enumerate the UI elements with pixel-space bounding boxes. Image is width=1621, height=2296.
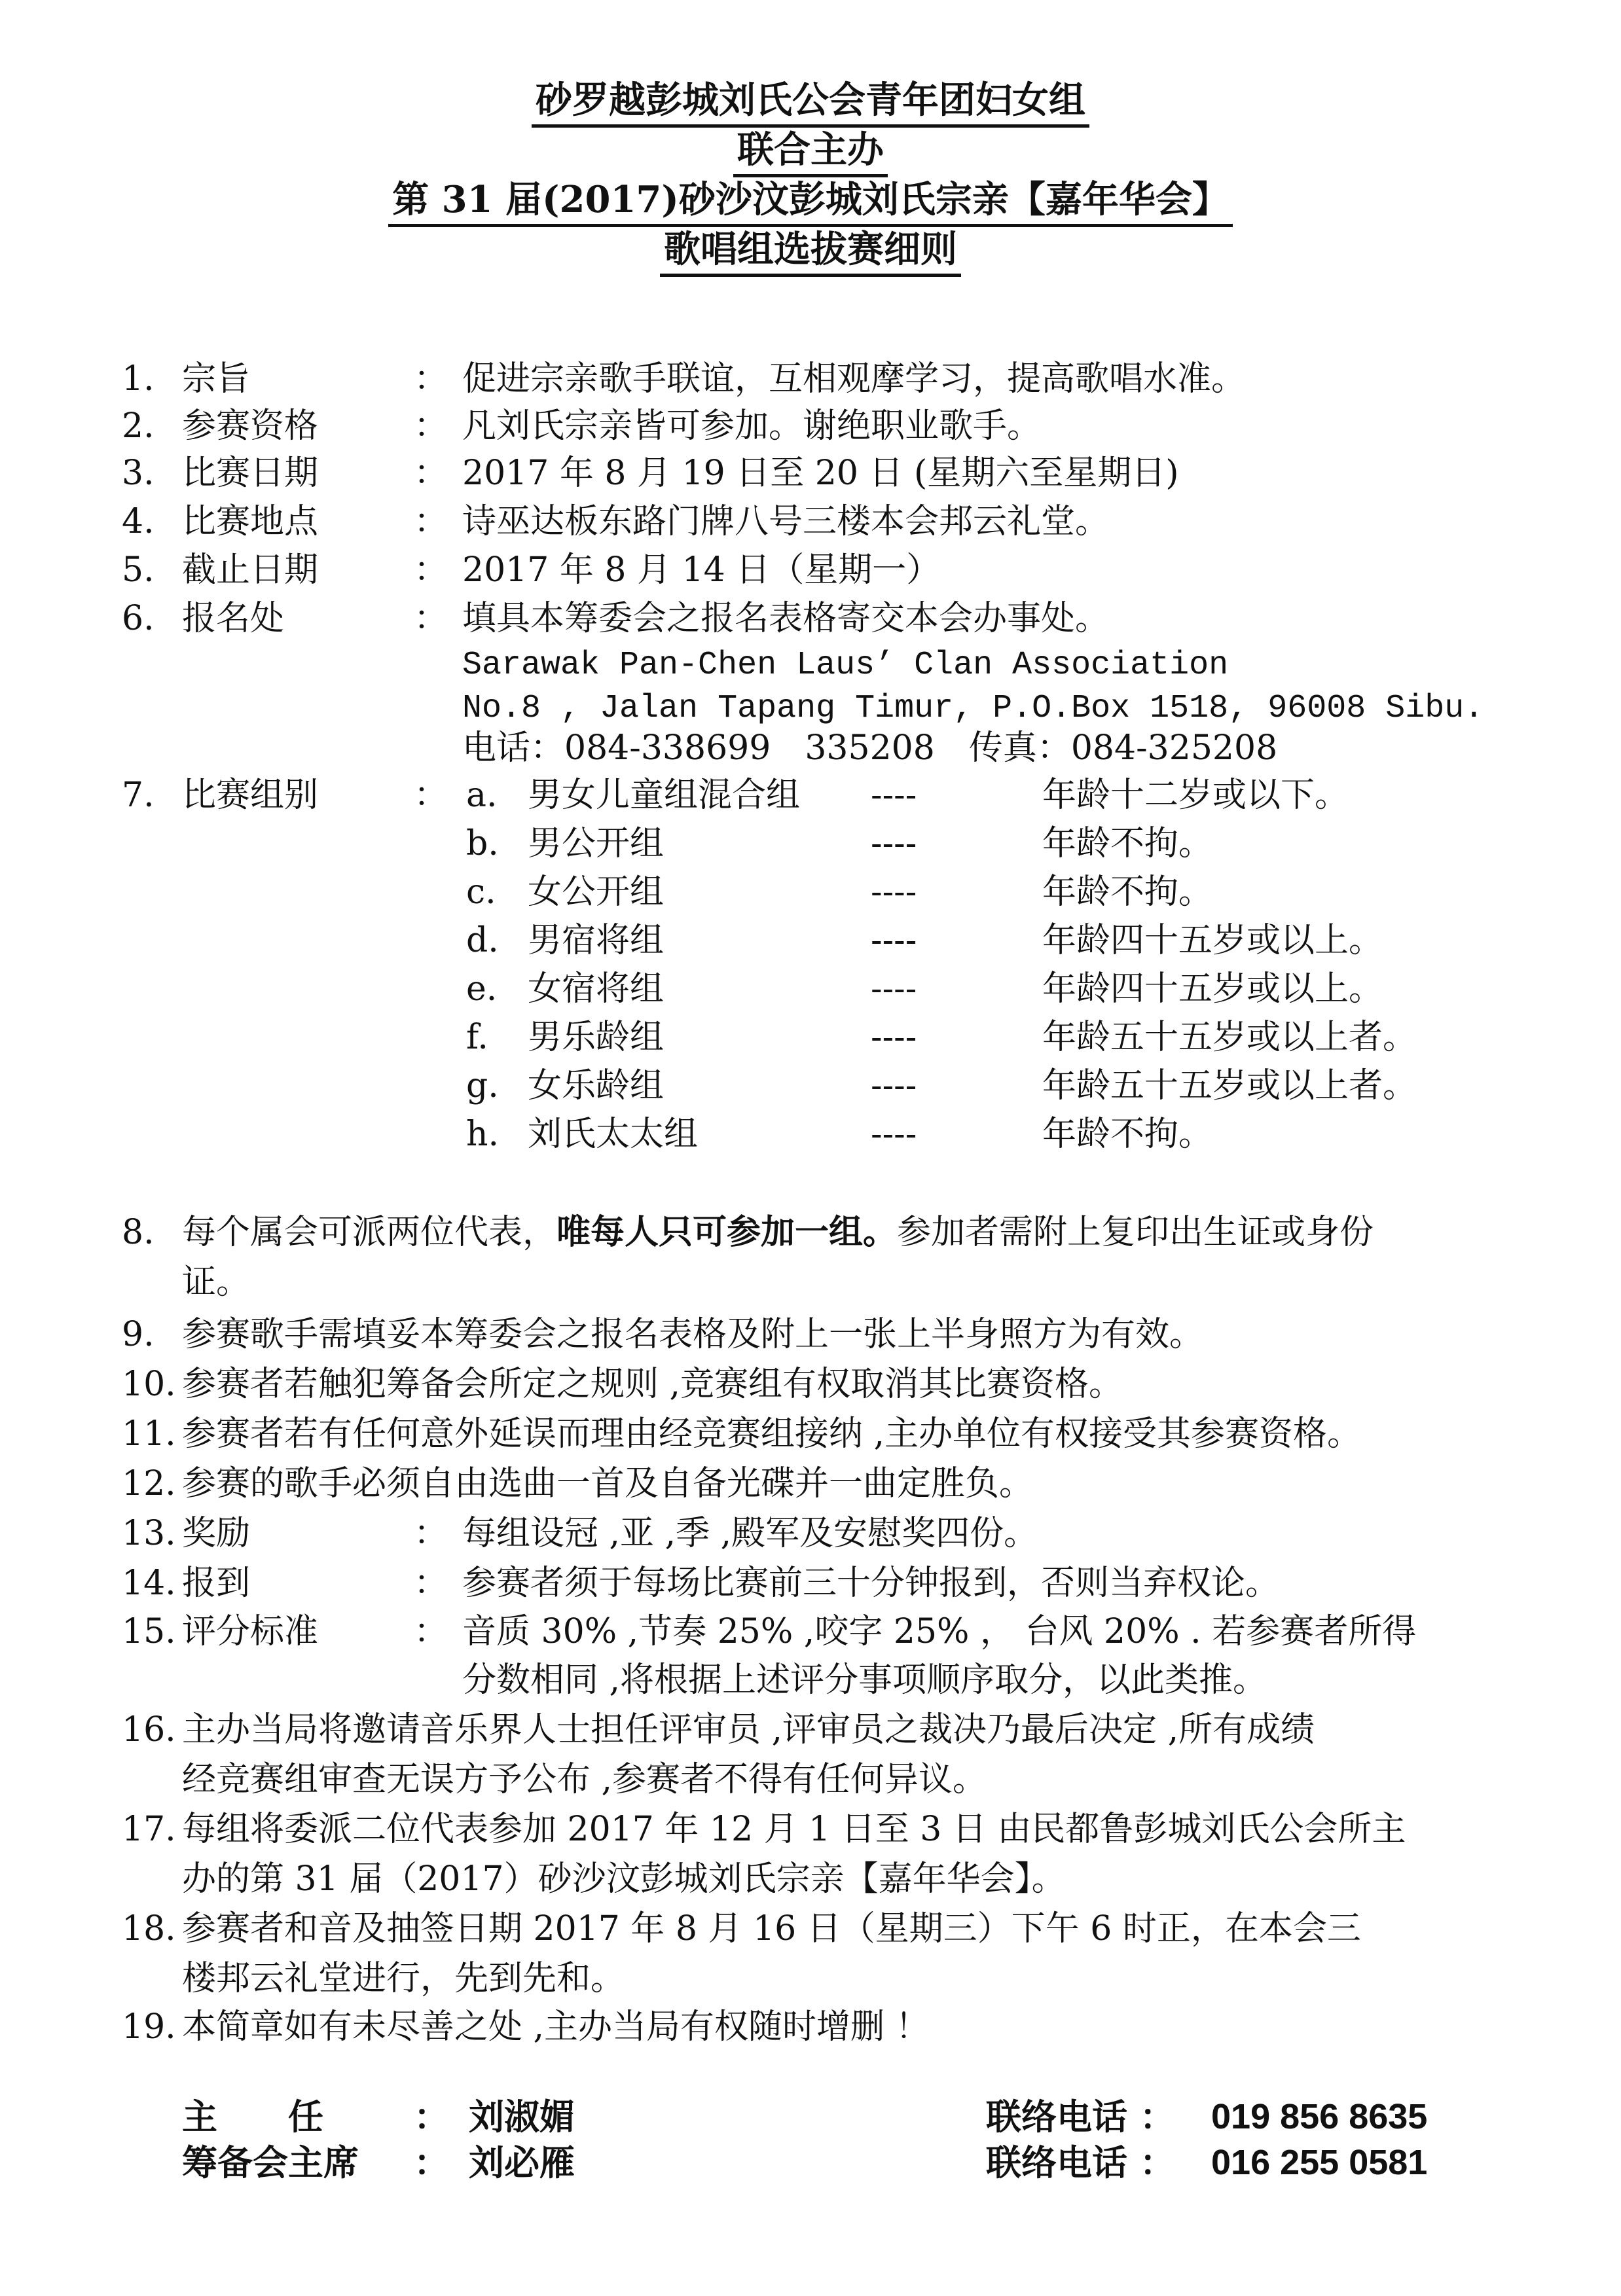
detail-label: 比赛组别 [182, 776, 319, 815]
item-number: 6. [122, 599, 155, 638]
title-joint-host: 联合主办 [733, 127, 888, 177]
signatory-name: 刘必雁 [469, 2142, 575, 2183]
category-name: 男乐龄组 [528, 1018, 665, 1057]
rule-text: 参赛歌手需填妥本筹委会之报名表格及附上一张上半身照方为有效。 [182, 1315, 1204, 1354]
detail-value: 填具本筹委会之报名表格寄交本会办事处。 [462, 599, 1110, 638]
title-event: 第 31 届(2017)砂沙汶彭城刘氏宗亲【嘉年华会】 [388, 177, 1233, 227]
detail-label: 参赛资格 [182, 406, 319, 446]
detail-label: 评分标准 [182, 1612, 319, 1651]
category-age: 年龄十二岁或以下。 [1042, 776, 1349, 815]
category-dash: ---- [871, 1115, 917, 1154]
colon: ： [414, 550, 448, 590]
category-dash: ---- [871, 824, 917, 863]
rule-text: 经竞赛组审查无误方予公布 ,参赛者不得有任何异议。 [182, 1760, 987, 1799]
title-block [0, 77, 1621, 276]
address-phone-fax: 电话：084-338699 335208 传真：084-325208 [462, 728, 1278, 768]
item-number: 1. [122, 359, 155, 399]
colon: ： [414, 454, 448, 493]
detail-value: 诗巫达板东路门牌八号三楼本会邦云礼堂。 [462, 502, 1110, 541]
category-age: 年龄不拘。 [1042, 1115, 1213, 1154]
item-number: 8. [122, 1213, 155, 1252]
contact-phone: 019 856 8635 [1211, 2097, 1428, 2136]
category-dash: ---- [871, 1066, 917, 1105]
colon: ： [414, 502, 448, 541]
detail-value: 促进宗亲歌手联谊，互相观摩学习，提高歌唱水准。 [462, 359, 1246, 399]
item-number: 19. [122, 2007, 176, 2047]
rule-text-part: 每个属会可派两位代表， [182, 1213, 557, 1252]
detail-label: 比赛地点 [182, 502, 319, 541]
item-number: 2. [122, 406, 155, 446]
detail-value: 2017 年 8 月 19 日至 20 日 (星期六至星期日) [462, 454, 1179, 493]
category-dash: ---- [871, 1018, 917, 1057]
rule-text [182, 1211, 1374, 1254]
colon: ： [414, 2142, 449, 2183]
category-letter: b. [466, 824, 499, 863]
item-number: 11. [122, 1414, 176, 1454]
category-letter: a. [466, 776, 498, 815]
colon: ： [414, 1514, 448, 1553]
rule-text: 参赛者若有任何意外延误而理由经竞赛组接纳 ,主办单位有权接受其参赛资格。 [182, 1414, 1362, 1454]
category-age: 年龄五十五岁或以上者。 [1042, 1066, 1417, 1105]
item-number: 17. [122, 1810, 176, 1849]
category-dash: ---- [871, 872, 917, 912]
category-letter: d. [466, 921, 499, 960]
category-letter: e. [466, 969, 498, 1009]
rule-text: 参赛的歌手必须自由选曲一首及自备光碟并一曲定胜负。 [182, 1464, 1034, 1503]
rule-text: 参赛者若触犯筹备会所定之规则 ,竞赛组有权取消其比赛资格。 [182, 1365, 1123, 1404]
contact-label: 联络电话 ： [986, 2096, 1175, 2138]
colon: ： [414, 599, 448, 638]
category-letter: c. [466, 872, 496, 912]
signatory-role: 主 任 [182, 2096, 323, 2138]
category-name: 男公开组 [528, 824, 665, 863]
detail-label: 截止日期 [182, 550, 319, 590]
detail-value: 每组设冠 ,亚 ,季 ,殿军及安慰奖四份。 [462, 1514, 1038, 1553]
category-name: 男女儿童组混合组 [528, 776, 801, 815]
category-name: 男宿将组 [528, 921, 665, 960]
category-name: 女公开组 [528, 872, 665, 912]
category-age: 年龄不拘。 [1042, 824, 1213, 863]
title-organizer: 砂罗越彭城刘氏公会青年团妇女组 [532, 77, 1089, 128]
item-number: 14. [122, 1564, 176, 1603]
category-letter: h. [466, 1115, 500, 1154]
detail-value: 2017 年 8 月 14 日（星期一） [462, 550, 941, 590]
colon: ： [414, 2096, 449, 2138]
detail-label: 比赛日期 [182, 454, 319, 493]
detail-label: 宗旨 [182, 359, 251, 399]
detail-value: 音质 30% ,节奏 25% ,咬字 25% ， 台风 20% . 若参赛者所得 [462, 1612, 1417, 1651]
category-name: 女宿将组 [528, 969, 665, 1009]
item-number: 13. [122, 1514, 176, 1553]
signatory-role: 筹备会主席 [182, 2142, 359, 2183]
colon: ： [414, 1564, 448, 1603]
category-age: 年龄不拘。 [1042, 872, 1213, 912]
detail-value: 参赛者须于每场比赛前三十分钟报到，否则当弃权论。 [462, 1564, 1280, 1603]
contact-label: 联络电话 ： [986, 2142, 1175, 2183]
category-name: 刘氏太太组 [528, 1115, 699, 1154]
category-dash: ---- [871, 921, 917, 960]
colon: ： [414, 406, 448, 446]
category-age: 年龄五十五岁或以上者。 [1042, 1018, 1417, 1057]
detail-label: 奖励 [182, 1514, 251, 1553]
signatory-name: 刘淑媚 [469, 2096, 575, 2138]
category-dash: ---- [871, 776, 917, 815]
detail-label: 报名处 [182, 599, 285, 638]
contact-phone: 016 255 0581 [1211, 2143, 1428, 2182]
item-number: 3. [122, 454, 155, 493]
category-age: 年龄四十五岁或以上。 [1042, 921, 1383, 960]
rule-text-part: 参加者需附上复印出生证或身份 [897, 1213, 1374, 1252]
detail-value: 分数相同 ,将根据上述评分事项顺序取分，以此类推。 [462, 1660, 1267, 1700]
rule-emphasis: 唯每人只可参加一组。 [556, 1212, 898, 1252]
category-dash: ---- [871, 969, 917, 1009]
detail-value: 凡刘氏宗亲皆可参加。谢绝职业歌手。 [462, 406, 1042, 446]
address-association: Sarawak Pan-Chen Laus’ Clan Association [462, 647, 1229, 684]
item-number: 10. [122, 1365, 176, 1404]
colon: ： [414, 359, 448, 399]
category-age: 年龄四十五岁或以上。 [1042, 969, 1383, 1009]
address-street: No.8 , Jalan Tapang Timur, P.O.Box 1518, 96008 Sibu. [462, 690, 1484, 727]
title-rules: 歌唱组选拔赛细则 [660, 226, 961, 277]
rule-text: 证。 [182, 1263, 251, 1302]
item-number: 12. [122, 1464, 176, 1503]
item-number: 9. [122, 1315, 155, 1354]
item-number: 7. [122, 776, 155, 815]
item-number: 5. [122, 550, 155, 590]
rule-text: 参赛者和音及抽签日期 2017 年 8 月 16 日（星期三）下午 6 时正，在本会三 [182, 1909, 1361, 1948]
detail-label: 报到 [182, 1564, 251, 1603]
item-number: 4. [122, 502, 155, 541]
rule-text: 主办当局将邀请音乐界人士担任评审员 ,评审员之裁决乃最后决定 ,所有成绩 [182, 1710, 1315, 1749]
category-letter: g. [466, 1066, 499, 1105]
item-number: 16. [122, 1710, 176, 1749]
colon: ： [414, 776, 448, 815]
rule-text: 每组将委派二位代表参加 2017 年 12 月 1 日至 3 日 由民都鲁彭城刘氏公会所主 [182, 1810, 1406, 1849]
category-name: 女乐龄组 [528, 1066, 665, 1105]
item-number: 18. [122, 1909, 176, 1948]
rule-text: 办的第 31 届（2017）砂沙汶彭城刘氏宗亲【嘉年华会】。 [182, 1859, 1066, 1899]
rule-text: 楼邦云礼堂进行，先到先和。 [182, 1959, 625, 1998]
colon: ： [414, 1612, 448, 1651]
item-number: 15. [122, 1612, 176, 1651]
category-letter: f. [466, 1018, 488, 1057]
rule-text: 本简章如有未尽善之处 ,主办当局有权随时增删 ！ [182, 2007, 930, 2047]
